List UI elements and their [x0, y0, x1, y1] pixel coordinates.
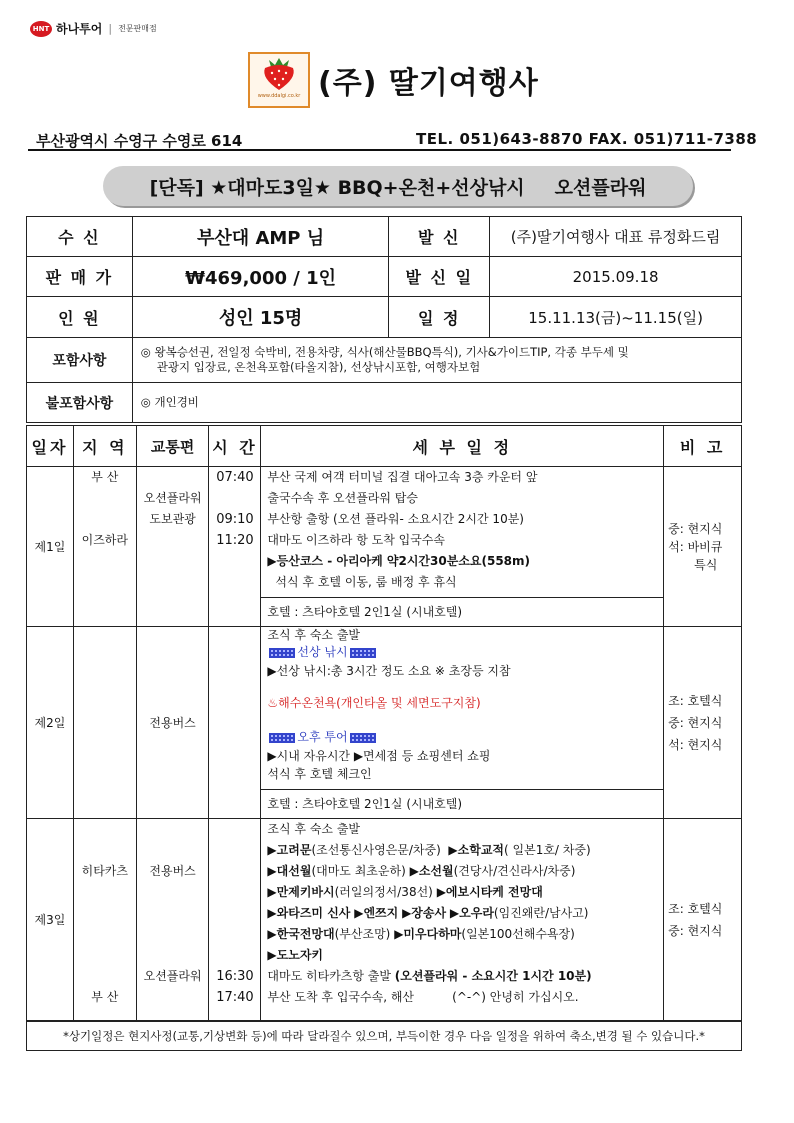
included-line-2: 관광지 입장료, 온천욕포함(타올지참), 선상낚시포함, 여행자보험	[156, 360, 481, 374]
day2-detail	[261, 627, 664, 819]
title-ship: 오션플라워	[554, 176, 647, 199]
header-note: 비 고	[664, 426, 742, 467]
hnt-logo-icon: HNT	[30, 21, 52, 37]
day1-hotel: 호텔 : 츠타야호텔 2인1실 (시내호텔)	[261, 597, 663, 626]
grid-bar-icon	[269, 733, 295, 743]
day2-transport: 전용버스	[136, 627, 209, 819]
excluded-label: 불포함사항	[27, 383, 133, 423]
header-detail: 세 부 일 정	[261, 426, 664, 467]
to-label: 수 신	[27, 217, 133, 257]
day3-l6d: (일본100선해수욕장)	[461, 927, 575, 941]
day3-line-7: ▶도노자키	[267, 948, 324, 962]
day2-line-4: ♨해수온천욕(개인타올 및 세면도구지참)	[267, 696, 481, 710]
day3-l5a: ▶와타즈미 신사	[267, 906, 351, 920]
day3-l9a: 부산 도착 후 입국수속, 해산	[267, 990, 415, 1004]
day3-time-a: 16:30	[216, 969, 254, 984]
day2-line-1: 조식 후 숙소 출발	[267, 628, 361, 642]
day1-time-3: 09:10	[216, 512, 254, 527]
day2-row	[27, 627, 742, 819]
day1-meal-3: 특식	[694, 557, 718, 572]
day3-l9b: (^-^) 안녕히 가십시오.	[452, 990, 579, 1004]
day2-meal-3: 석: 현지식	[668, 737, 723, 752]
day3-l5e: (임진왜란/남사고)	[493, 906, 589, 920]
day3-line-6	[261, 924, 663, 945]
grid-bar-icon	[350, 648, 376, 658]
day3-time-b: 17:40	[216, 990, 254, 1005]
day2-line-3: ▶선상 낚시:총 3시간 정도 소요 ※ 초장등 지참	[267, 664, 511, 678]
pax-value: 성인 15명	[132, 297, 389, 338]
day3-meals	[664, 819, 742, 1021]
grid-bar-icon	[269, 648, 295, 658]
day1-time-4: 11:20	[216, 533, 254, 548]
day2-line-6: ▶시내 자유시간 ▶면세점 등 쇼핑센터 쇼핑	[267, 749, 491, 763]
day2-region	[73, 627, 136, 819]
day1-transport-a: 오션플라워	[143, 491, 202, 505]
day2-line-7: 석식 후 호텔 체크인	[267, 767, 372, 781]
day3-meal-2: 중: 현지식	[668, 923, 723, 938]
date-value: 2015.09.18	[490, 257, 742, 297]
day1-time-1: 07:40	[216, 470, 254, 485]
day3-line-2	[261, 840, 663, 861]
day1-line-4: 대마도 이즈하라 항 도착 입국수속	[267, 533, 445, 547]
day2-fishing-heading	[261, 644, 663, 661]
day1-label: 제1일	[27, 467, 74, 627]
agency-subtitle: 전문판매점	[118, 24, 157, 33]
day3-l2d: ( 일본1호/ 차중)	[504, 843, 591, 857]
day2-line-5: 오후 투어	[297, 730, 348, 744]
day3-line-3	[261, 861, 663, 882]
day3-l6a: ▶한국전망대	[267, 927, 335, 941]
day3-times	[209, 819, 261, 1021]
price-value: ₩469,000 / 1인	[132, 257, 389, 297]
agency-brand	[30, 20, 157, 37]
day1-region-a: 부 산	[91, 470, 119, 484]
company-contact: TEL. 051)643-8870 FAX. 051)711-7388	[416, 130, 758, 148]
day3-l5c: ▶장송사	[402, 906, 447, 920]
day1-times	[209, 467, 261, 627]
day3-line-8	[261, 966, 663, 987]
day1-meals	[664, 467, 742, 627]
header-divider	[28, 149, 731, 151]
title-main: [단독] ★대마도3일★ BBQ+온천+선상낚시	[149, 176, 525, 199]
day1-transport	[136, 467, 209, 627]
day3-l2c: ▶소학교적	[448, 843, 505, 857]
from-value: (주)딸기여행사 대표 류정화드림	[490, 217, 742, 257]
day1-time-2	[209, 488, 260, 509]
day1-detail	[261, 467, 664, 627]
footnote: *상기일정은 현지사정(교통,기상변화 등)에 따라 달라질수 있으며, 부득이한 경우 다음 일정을 위하여 축소,변경 될 수 있습니다.*	[26, 1021, 742, 1051]
day3-line-5	[261, 903, 663, 924]
date-label: 발 신 일	[389, 257, 490, 297]
day1-region-b: 이즈하라	[81, 533, 128, 547]
day2-meal-2: 중: 현지식	[668, 715, 723, 730]
price-label: 판 매 가	[27, 257, 133, 297]
day2-label: 제2일	[27, 627, 74, 819]
day2-times	[209, 627, 261, 819]
day3-line-9	[261, 987, 663, 1008]
company-address: 부산광역시 수영구 수영로 614	[36, 132, 243, 150]
header-time: 시 간	[209, 426, 261, 467]
period-value: 15.11.13(금)~11.15(일)	[490, 297, 742, 338]
day3-l8b: (오션플라워 - 소요시간 1시간 10분)	[394, 969, 592, 983]
from-label: 발 신	[389, 217, 490, 257]
day3-l4c: ▶에보시타케 전망대	[436, 885, 543, 899]
day1-region	[73, 467, 136, 627]
day3-region-a: 히타카츠	[81, 864, 128, 878]
day3-l2a: ▶고려문	[267, 843, 312, 857]
header-region: 지 역	[73, 426, 136, 467]
day3-l6c: ▶미우다하마	[394, 927, 462, 941]
strawberry-icon	[257, 54, 301, 92]
agency-name: 하나투어	[56, 22, 103, 36]
day3-l3b: (대마도 최초운하)	[311, 864, 406, 878]
company-name: (주) 딸기여행사	[318, 66, 539, 101]
day3-line-4	[261, 882, 663, 903]
brand-separator: |	[108, 22, 113, 35]
schedule-table	[26, 425, 742, 1021]
grid-bar-icon	[350, 733, 376, 743]
day3-line-1: 조식 후 숙소 출발	[267, 822, 361, 836]
day3-l3d: (견당사/견신라사/차중)	[453, 864, 576, 878]
day3-label: 제3일	[27, 819, 74, 1021]
day3-l4b: (러일의정서/38선)	[334, 885, 433, 899]
day3-row	[27, 819, 742, 1021]
day2-meals	[664, 627, 742, 819]
day3-detail	[261, 819, 664, 1021]
to-value: 부산대 AMP 님	[132, 217, 389, 257]
day1-line-5: ▶등산코스 - 아리아케 약2시간30분소요(558m)	[267, 554, 531, 568]
day2-hotel: 호텔 : 츠타야호텔 2인1실 (시내호텔)	[261, 789, 663, 818]
day3-l3a: ▶대선월	[267, 864, 312, 878]
day1-line-3: 부산항 출항 (오션 플라워- 소요시간 2시간 10분)	[267, 512, 524, 526]
pax-label: 인 원	[27, 297, 133, 338]
day3-transport-b: 오션플라워	[143, 969, 202, 983]
day3-transport	[136, 819, 209, 1021]
day2-meal-1: 조: 호텔식	[668, 693, 723, 708]
day3-transport-a: 전용버스	[149, 864, 196, 878]
included-line-1: ◎ 왕복승선권, 전일정 숙박비, 전용차량, 식사(해산물BBQ특식), 기사&가이드TIP, 각종 부두세 및	[140, 345, 629, 359]
day3-l5b: ▶엔쯔지	[354, 906, 399, 920]
day1-transport-b: 도보관광	[149, 512, 196, 526]
day3-l3c: ▶소선월	[409, 864, 454, 878]
itinerary-title	[103, 166, 693, 206]
info-table	[26, 216, 742, 423]
day1-line-1: 부산 국제 여객 터미널 집결 대아고속 3층 카운터 앞	[267, 470, 538, 484]
day3-region	[73, 819, 136, 1021]
day3-meal-1: 조: 호텔식	[668, 901, 723, 916]
day1-meal-2: 석: 바비큐	[668, 539, 723, 554]
day2-tour-heading	[261, 727, 663, 747]
day3-l5d: ▶오우라	[449, 906, 494, 920]
period-label: 일 정	[389, 297, 490, 338]
included-value	[132, 338, 741, 383]
day1-row	[27, 467, 742, 627]
header-day: 일자	[27, 426, 74, 467]
day3-l2b: (조선통신사영은문/차중)	[311, 843, 441, 857]
logo-tag: www.ddalgi.co.kr	[257, 93, 301, 99]
included-label: 포함사항	[27, 338, 133, 383]
header-transport: 교통편	[136, 426, 209, 467]
day3-l6b: (부산조망)	[334, 927, 391, 941]
strawberry-logo	[248, 52, 310, 108]
day3-l4a: ▶만제키바시	[267, 885, 335, 899]
day3-l8a: 대마도 히타카츠항 출발	[267, 969, 395, 983]
day2-line-2: 선상 낚시	[297, 645, 348, 659]
day1-meal-1: 중: 현지식	[668, 521, 723, 536]
excluded-value: ◎ 개인경비	[132, 383, 741, 423]
day3-region-b: 부 산	[91, 990, 119, 1004]
day1-line-2: 출국수속 후 오션플라워 탑승	[267, 491, 418, 505]
day1-line-6: 석식 후 호텔 이동, 룸 배정 후 휴식	[275, 575, 457, 589]
